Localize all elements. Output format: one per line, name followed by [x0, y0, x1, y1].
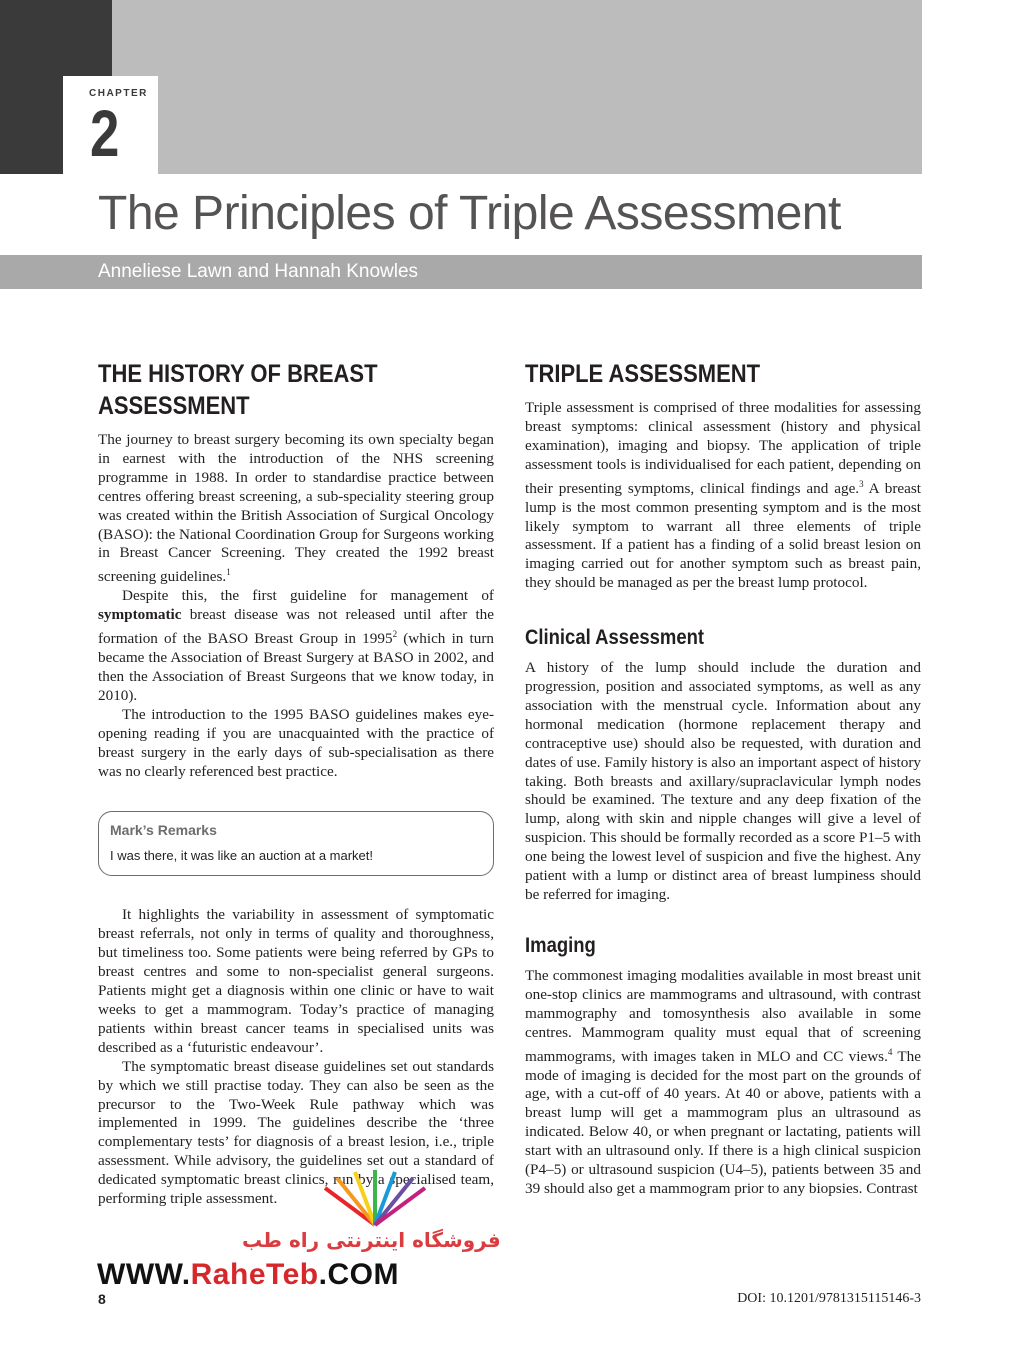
section-heading-history: THE HISTORY OF BREAST ASSESSMENT [98, 360, 378, 420]
paragraph: Triple assessment is comprised of three modalities for assessing breast symptoms: clinical assessment (history and physical examination), imaging and biopsy. The application of triple assessment tools is individualised for each patient, depending on their presenting symptoms, clinical findings and age.$^3$ A breast lump is the most common presenting symptom and is the most likely symptom to warrant all three elements of triple assessment. If a patient has a finding of a solid breast lesion on imaging carried out for another symptom such as breast pain, they should be managed as per the breast lump protocol. [525, 399, 921, 592]
paragraph: A history of the lump should include the duration and progression, position and associated symptoms, as well as any association with the menstrual cycle. Information about any hormonal medication (hormone replacement therapy and contraceptive use) should also be requested, with duration and dates of use. Family history is also an important aspect of history taking. Both breasts and axillary/supraclavicular lymph nodes should be examined. The texture and any deep fixation of the lump, along with skin and nipple changes will give a level of suspicion. This should be formally recorded as a score P1–5 with one being the lowest level of suspicion and five the highest. Any patient with a lump or distinct area of breast lumpiness should be referred for imaging. [525, 659, 921, 903]
marks-remarks-box [98, 811, 494, 876]
watermark-url: WWW.RaheTeb.COM [97, 1258, 399, 1291]
subheading-clinical-assessment: Clinical Assessment [525, 626, 705, 650]
paragraph: The symptomatic breast disease guidelines set out standards by which we still practise today. They can also be seen as the precursor to the Two-Week Rule pathway which was implemented in 1999. The guidelines describe the ‘three complementary tests’ for diagnosis of a breast lesion, i.e., triple assessment. While advisory, the guidelines set out a standard of dedicated symptomatic breast clinics, run by a specialised team, performing triple assessment. [98, 1057, 494, 1208]
chapter-number: 2 [90, 96, 120, 170]
watermark-persian-text: فروشگاه اینترنتی راه طب [242, 1228, 501, 1252]
chapter-label: CHAPTER [89, 88, 148, 99]
remarks-text: I was there, it was like an auction at a market! [110, 848, 374, 864]
right-column [525, 358, 921, 1199]
reference-marker: 3 [859, 478, 864, 489]
doi: DOI: 10.1201/9781315115146-3 [737, 1291, 921, 1306]
watermark-book-icon [315, 1170, 435, 1230]
author-band [0, 255, 922, 289]
paragraph: The commonest imaging modalities available in most breast unit one-stop clinics are mammograms and ultrasound, with contrast mammography and tomosynthesis also available in some centres. Mammogram quality must equal that of screening mammograms, with images taken in MLO and CC views.$^4$ The mode of imaging is decided for the most part on the grounds of age, with a cut-off of 40 years. At 40 or above, patients with a breast lump will get a mammogram plus an ultrasound as indicated. Below 40, or when pregnant or lactating, patients will start with an ultrasound only. If there is a high clinical suspicion (P4–5) or ultrasound suspicion (U4–5), patients between 35 and 39 should also get a mammogram prior to any biopsies. Contrast [525, 966, 921, 1197]
chapter-title: The Principles of Triple Assessment [98, 187, 841, 240]
section-heading-triple: TRIPLE ASSESSMENT [525, 360, 761, 388]
emphasis: symptomatic [98, 606, 182, 624]
page-number: 8 [98, 1291, 106, 1307]
paragraph: The journey to breast surgery becoming its own specialty began in earnest with the introduction of the NHS screening programme in 1988. In order to standardise practice between centres offering breast screening, a sub-speciality steering group was created within the British Association of Surgical Oncology (BASO): the National Coordination Group for Surgeons working in Breast Cancer Screening. They created the 1992 breast screening guidelines.$^1$ [98, 431, 494, 586]
header-grey-band [112, 0, 922, 174]
reference-marker: 1 [226, 567, 231, 578]
remarks-title: Mark’s Remarks [110, 822, 217, 839]
reference-marker: 2 [392, 629, 398, 640]
paragraph: The introduction to the 1995 BASO guidelines makes eye-opening reading if you are unacquainted with the practice of breast surgery in the early days of sub-specialisation as there was no clearly referenced best practice. [98, 705, 494, 780]
paragraph: Despite this, the first guideline for management of symptomatic breast disease was not released until after the formation of the BASO Breast Group in 1995$^2$ (which in turn became the Association of Breast Surgery at BASO in 2002, and then the Association of Breast Surgeons that we know today, in 2010). [98, 587, 495, 704]
subheading-imaging: Imaging [525, 933, 596, 957]
reference-marker: 4 [887, 1046, 893, 1057]
authors: Anneliese Lawn and Hannah Knowles [98, 261, 419, 282]
paragraph: It highlights the variability in assessment of symptomatic breast referrals, not only in terms of quality and thoroughness, but timeliness too. Some patients were being referred by GPs to breast centres and some to non-specialist general surgeons. Patients might get a diagnosis within one clinic or have to wait weeks to get a mammogram. Today’s practice of managing patients within breast cancer teams in specialised units was described as a ‘futuristic endeavour’. [98, 906, 494, 1056]
left-column [98, 358, 494, 1209]
chapter-box [63, 76, 158, 174]
